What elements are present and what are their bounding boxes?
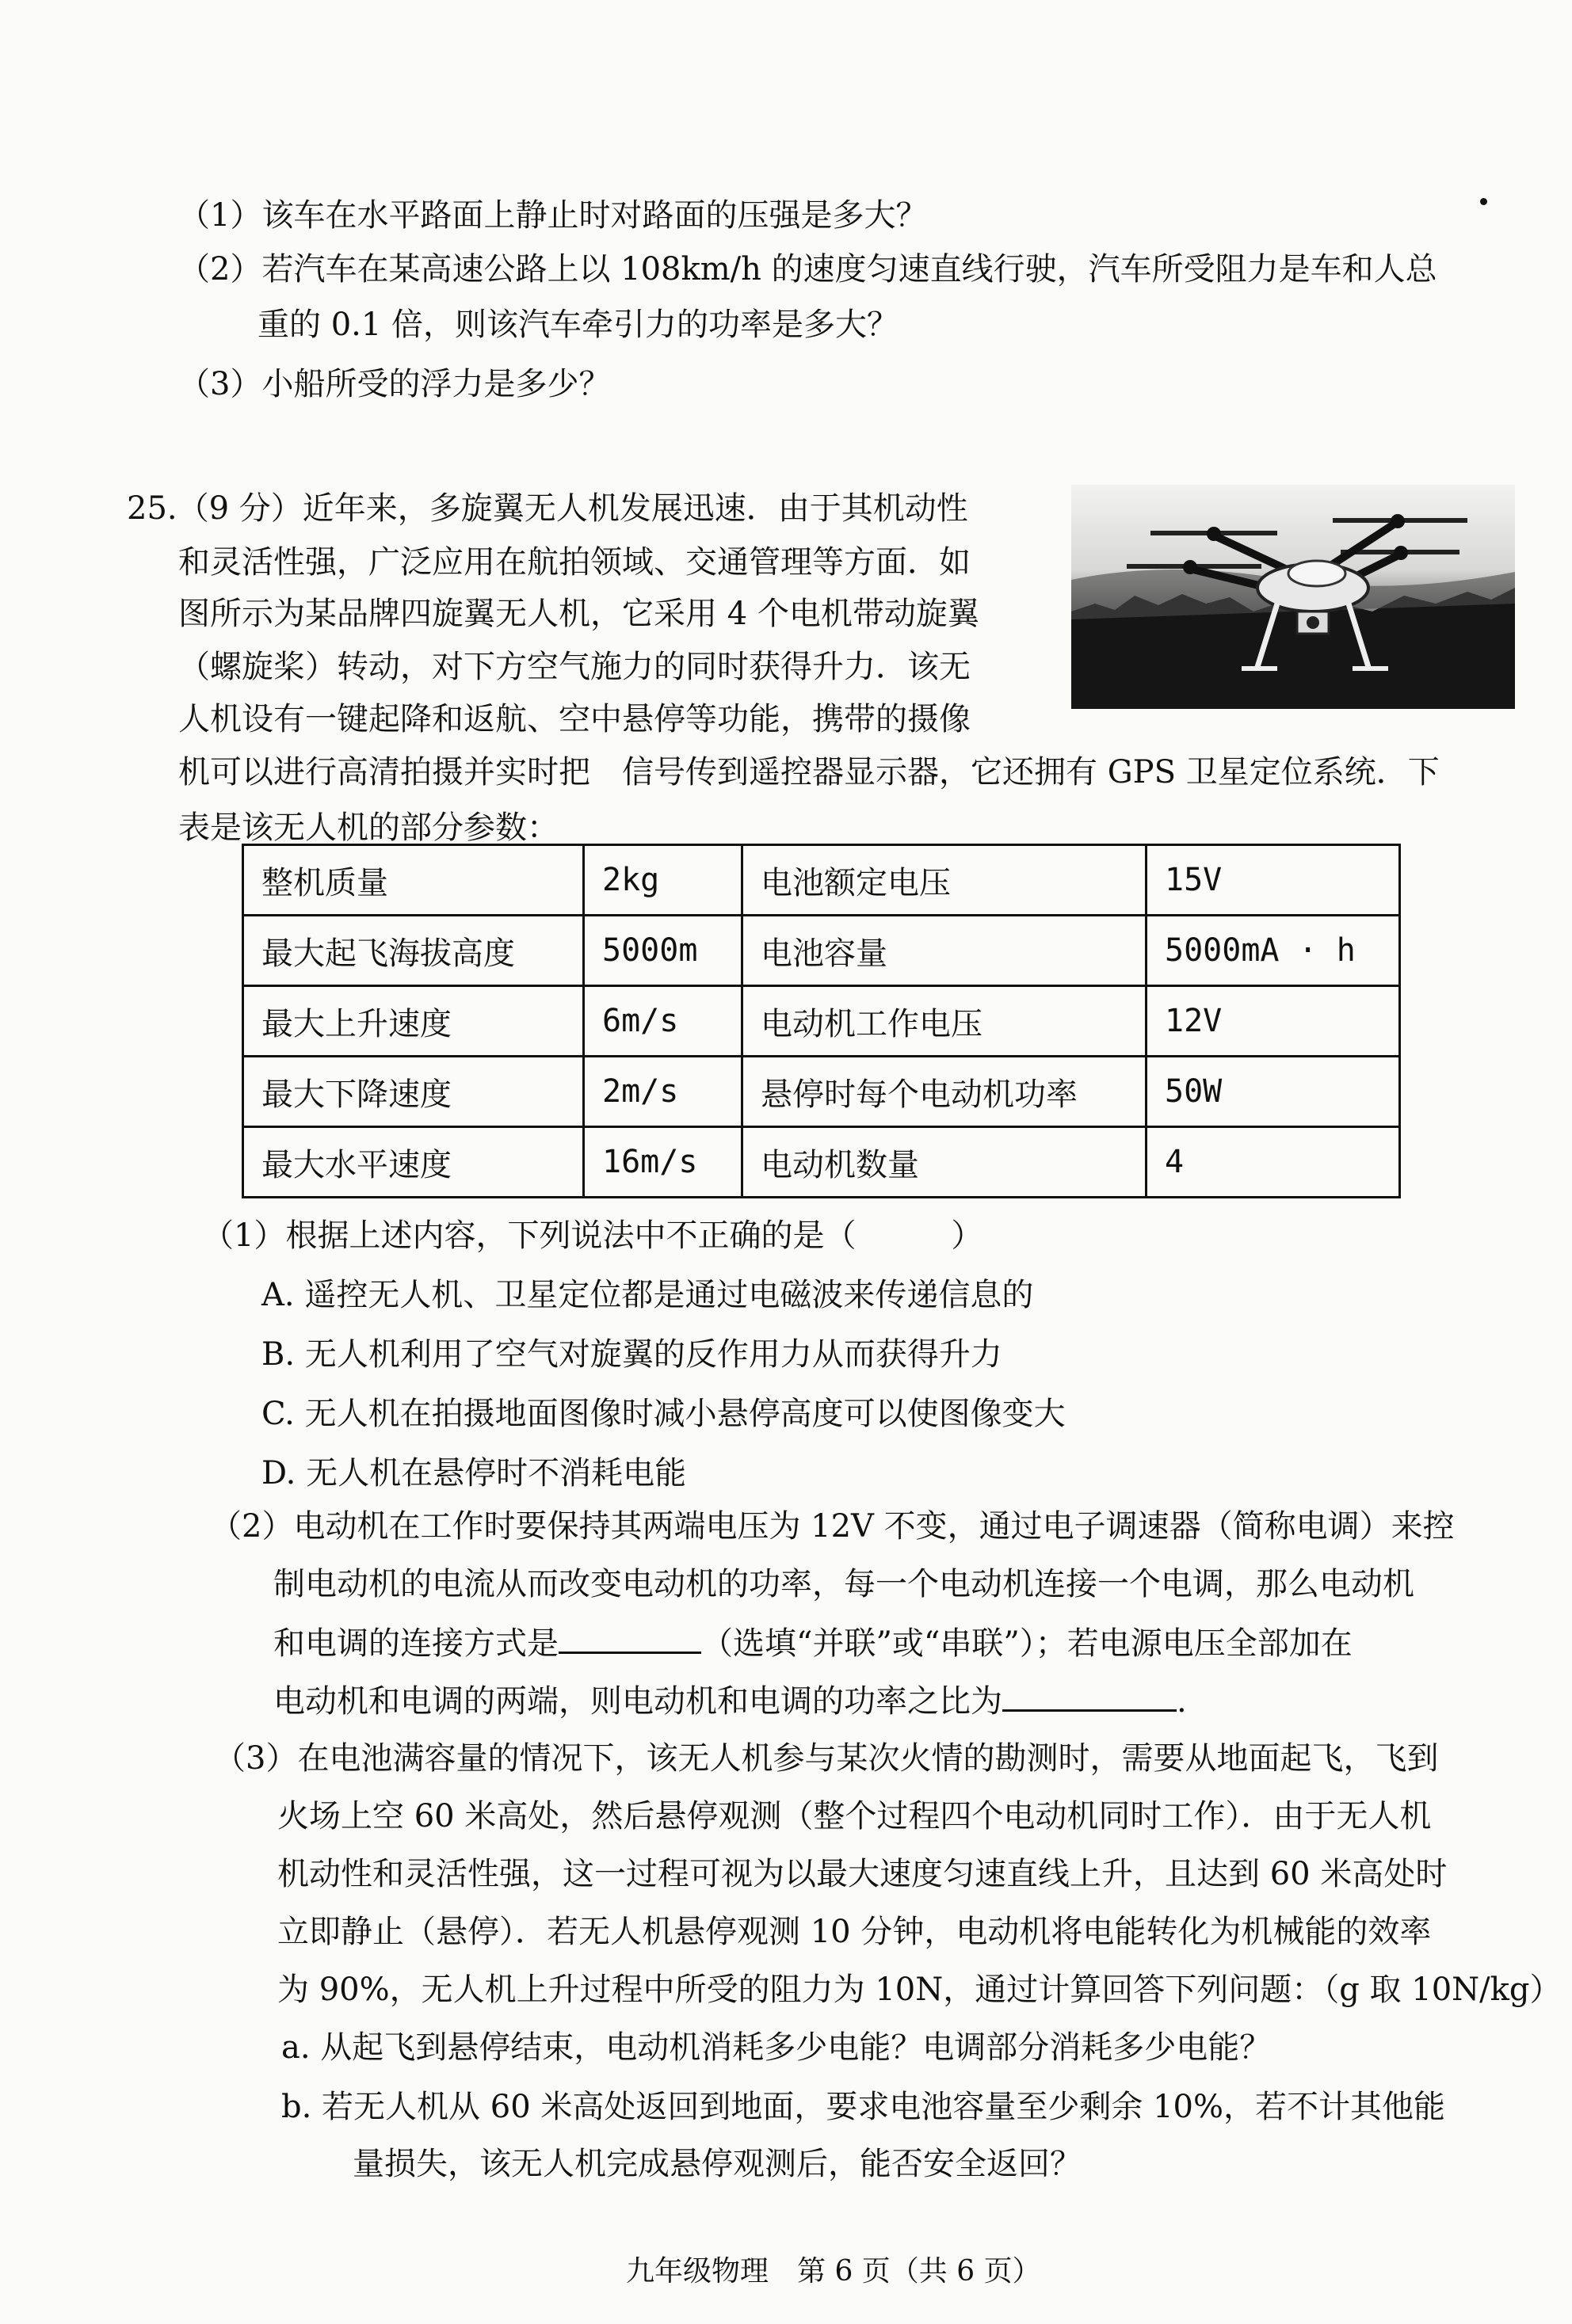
table-cell: 12V <box>1147 986 1400 1057</box>
sub3-part-a: a. 从起飞到悬停结束，电动机消耗多少电能？电调部分消耗多少电能？ <box>281 2029 1272 2066</box>
table-cell: 最大水平速度 <box>243 1127 584 1198</box>
sub2-text: 和电调的连接方式是 <box>273 1625 559 1662</box>
sub2-line: 制电动机的电流从而改变电动机的功率，每一个电动机连接一个电调，那么电动机 <box>273 1566 1414 1602</box>
q25-intro-line: 图所示为某品牌四旋翼无人机，它采用 4 个电机带动旋翼 <box>178 596 979 632</box>
sub1-option-d: D. 无人机在悬停时不消耗电能 <box>261 1455 687 1492</box>
sub1-option-a: A. 遥控无人机、卫星定位都是通过电磁波来传递信息的 <box>261 1277 1034 1313</box>
table-cell: 最大下降速度 <box>243 1057 584 1127</box>
prev-question-3: （3）小船所受的浮力是多少？ <box>178 366 611 402</box>
q25-intro-line: 机可以进行高清拍摄并实时把 信号传到遥控器显示器，它还拥有 GPS 卫星定位系统．下 <box>178 754 1440 791</box>
table-row <box>243 986 1400 1057</box>
prev-question-2: （2）若汽车在某高速公路上以 108km/h 的速度匀速直线行驶，汽车所受阻力是车和人总 <box>178 251 1437 288</box>
drone-parameters-table <box>242 844 1401 1198</box>
q25-intro-line: 25.（9 分）近年来，多旋翼无人机发展迅速．由于其机动性 <box>127 490 968 527</box>
sub2-text: （选填“并联”或“串联”）；若电源电压全部加在 <box>701 1625 1353 1662</box>
sub1-stem: （1）根据上述内容，下列说法中不正确的是（ ） <box>202 1217 983 1254</box>
sub3-line: 火场上空 60 米高处，然后悬停观测（整个过程四个电动机同时工作）．由于无人机 <box>277 1798 1432 1834</box>
sub2-text: . <box>1177 1683 1187 1720</box>
table-cell: 电动机数量 <box>742 1127 1147 1198</box>
sub3-part-b: b. 若无人机从 60 米高处返回到地面，要求电池容量至少剩余 10%，若不计其他能 <box>281 2089 1445 2125</box>
table-cell: 6m/s <box>584 986 742 1057</box>
table-cell: 15V <box>1147 845 1400 916</box>
table-cell: 最大上升速度 <box>243 986 584 1057</box>
table-cell: 悬停时每个电动机功率 <box>742 1057 1147 1127</box>
drone-photo <box>1071 485 1515 709</box>
table-row <box>243 1127 1400 1198</box>
sub3-line: （3）在电池满容量的情况下，该无人机参与某次火情的勘测时，需要从地面起飞，飞到 <box>214 1740 1439 1777</box>
table-cell: 整机质量 <box>243 845 584 916</box>
prev-question-1: （1）该车在水平路面上静止时对路面的压强是多大？ <box>178 197 928 234</box>
table-cell: 5000m <box>584 916 742 986</box>
drone-illustration <box>1071 485 1515 709</box>
prev-question-2-cont: 重的 0.1 倍，则该汽车牵引力的功率是多大？ <box>258 307 899 343</box>
table-cell: 5000mA · h <box>1147 916 1400 986</box>
sub2-line-with-blank <box>273 1625 1353 1662</box>
q25-intro-line: 人机设有一键起降和返航、空中悬停等功能，携带的摄像 <box>178 701 971 737</box>
table-cell: 16m/s <box>584 1127 742 1198</box>
sub3-line: 立即静止（悬停）．若无人机悬停观测 10 分钟，电动机将电能转化为机械能的效率 <box>277 1914 1432 1950</box>
table-cell: 电池容量 <box>742 916 1147 986</box>
sub1-option-b: B. 无人机利用了空气对旋翼的反作用力从而获得升力 <box>261 1336 1002 1373</box>
table-cell: 2m/s <box>584 1057 742 1127</box>
table-cell: 最大起飞海拔高度 <box>243 916 584 986</box>
table-row <box>243 845 1400 916</box>
q25-intro-line: （螺旋桨）转动，对下方空气施力的同时获得升力．该无 <box>178 649 971 685</box>
table-cell: 4 <box>1147 1127 1400 1198</box>
sub1-option-c: C. 无人机在拍摄地面图像时减小悬停高度可以使图像变大 <box>261 1396 1066 1432</box>
sub2-line: （2）电动机在工作时要保持其两端电压为 12V 不变，通过电子调速器（简称电调）来控 <box>210 1508 1455 1545</box>
answer-blank-power-ratio[interactable] <box>1002 1686 1177 1712</box>
table-row <box>243 916 1400 986</box>
sub2-line-with-blank <box>273 1683 1187 1720</box>
scan-dot <box>1480 198 1487 205</box>
page-footer: 九年级物理 第 6 页（共 6 页） <box>626 2255 1041 2288</box>
table-cell: 电动机工作电压 <box>742 986 1147 1057</box>
answer-blank-connection[interactable] <box>559 1628 701 1654</box>
table-cell: 50W <box>1147 1057 1400 1127</box>
table-row <box>243 1057 1400 1127</box>
sub3-line: 机动性和灵活性强，这一过程可视为以最大速度匀速直线上升，且达到 60 米高处时 <box>277 1856 1448 1892</box>
table-cell: 电池额定电压 <box>742 845 1147 916</box>
q25-intro-line: 表是该无人机的部分参数： <box>178 810 559 846</box>
table-cell: 2kg <box>584 845 742 916</box>
q25-intro-line: 和灵活性强，广泛应用在航拍领域、交通管理等方面．如 <box>178 544 971 581</box>
sub3-line: 为 90%，无人机上升过程中所受的阻力为 10N，通过计算回答下列问题：（g 取 10N/kg） <box>277 1972 1562 2008</box>
sub3-part-b-cont: 量损失，该无人机完成悬停观测后，能否安全返回？ <box>353 2146 1082 2182</box>
sub2-text: 电动机和电调的两端，则电动机和电调的功率之比为 <box>273 1683 1002 1720</box>
